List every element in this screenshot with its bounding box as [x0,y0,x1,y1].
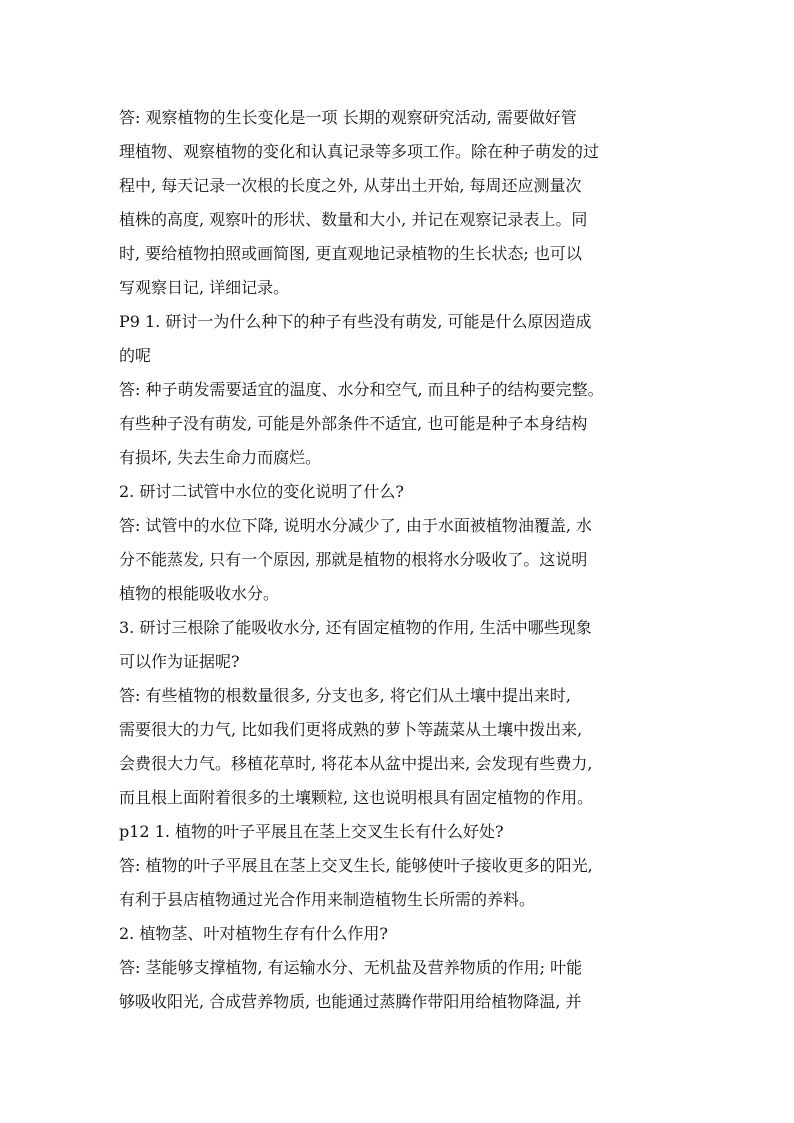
answer-line: 够吸收阳光, 合成营养物质, 也能通过蒸腾作带阳用给植物降温, 并 [119,992,582,1011]
answer-line: 有些种子没有萌发, 可能是外部条件不适宜, 也可能是种子本身结构 [119,414,588,433]
answer-line: 答: 茎能够支撑植物, 有运输水分、无机盐及营养物质的作用; 叶能 [119,958,583,977]
question-line: 2. 研讨二试管中水位的变化说明了什么? [119,482,404,501]
question-line: 的呢 [119,346,152,365]
answer-line: 有损坏, 失去生命力而腐烂。 [119,448,322,467]
answer-line: 而且根上面附着很多的土壤颗粒, 这也说明根具有固定植物的作用。 [119,788,594,807]
answer-line: 分不能蒸发, 只有一个原因, 那就是植物的根将水分吸收了。这说明 [119,550,588,569]
answer-line: 答: 有些植物的根数量很多, 分支也多, 将它们从土壤中提出来时, [119,686,571,705]
answer-line: 有利于县店植物通过光合作用来制造植物生长所需的养料。 [119,890,536,909]
question-line: 3. 研讨三根除了能吸收水分, 还有固定植物的作用, 生活中哪些现象 [119,618,592,637]
text-line: 时, 要给植物拍照或画简图, 更直观地记录植物的生长状态; 也可以 [119,244,582,263]
answer-line: 需要很大的力气, 比如我们更将成熟的萝卜等蔬菜从土壤中拨出来, [119,720,583,739]
text-line: 写观察日记, 详细记录。 [119,278,290,297]
question-line: 2. 植物茎、叶对植物生存有什么作用? [119,924,388,943]
question-line: p12 1. 植物的叶子平展且在茎上交叉生长有什么好处? [119,822,504,841]
answer-line: 答: 种子萌发需要适宜的温度、水分和空气, 而且种子的结构要完整。 [119,380,604,399]
text-line: 答: 观察植物的生长变化是一项 长期的观察研究活动, 需要做好管 [119,108,577,127]
question-line: 可以作为证据呢? [119,652,240,671]
question-line: P9 1. 研讨一为什么种下的种子有些没有萌发, 可能是什么原因造成 [119,312,592,331]
answer-line: 会费很大力气。移植花草时, 将花本从盆中提出来, 会发现有些费力, [119,754,593,773]
answer-line: 答: 植物的叶子平展且在茎上交叉生长, 能够使叶子接收更多的阳光, [119,856,593,875]
text-line: 植株的高度, 观察叶的形状、数量和大小, 并记在观察记录表上。同 [119,210,588,229]
text-line: 理植物、观察植物的变化和认真记录等多项工作。除在种子萌发的过 [119,142,600,161]
answer-line: 答: 试管中的水位下降, 说明水分减少了, 由于水面被植物油覆盖, 水 [119,516,592,535]
answer-line: 植物的根能吸收水分。 [119,584,280,603]
document-body [119,101,684,1019]
text-line: 程中, 每天记录一次根的长度之外, 从芽出土开始, 每周还应测量次 [119,176,582,195]
